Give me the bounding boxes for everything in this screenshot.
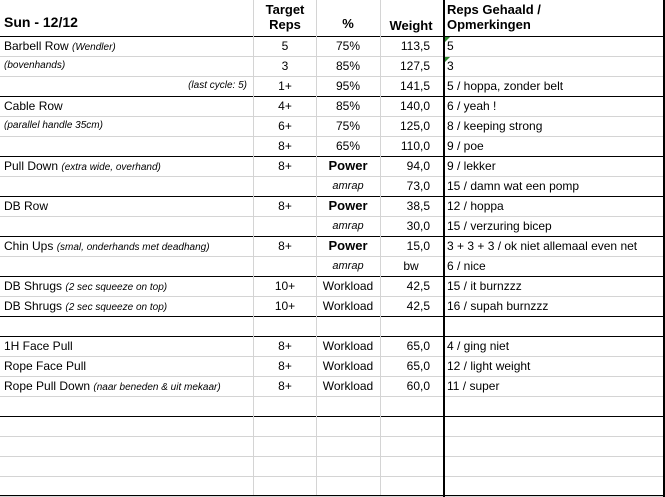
weight-cell[interactable]: 73,0 [406, 179, 430, 193]
exercise-cell[interactable] [4, 236, 210, 256]
target-reps-cell[interactable] [253, 256, 317, 276]
exercise-cell[interactable] [4, 156, 161, 176]
grid-column-line [443, 0, 445, 497]
target-reps-cell[interactable]: 5 [281, 39, 289, 53]
weight-cell[interactable]: bw [403, 259, 419, 273]
weight-cell[interactable]: 113,5 [400, 39, 430, 53]
percent-cell[interactable]: 75% [335, 119, 361, 133]
exercise-note: (extra wide, overhand) [61, 162, 161, 173]
reps-comment-cell[interactable]: 6 / nice [447, 259, 486, 273]
weight-cell[interactable]: 65,0 [406, 339, 430, 353]
reps-comment-cell[interactable]: 5 [447, 39, 454, 53]
percent-cell[interactable]: Workload [322, 299, 374, 313]
grid-row-line [0, 136, 665, 137]
percent-cell[interactable]: Workload [322, 379, 374, 393]
reps-comment-cell[interactable]: 3 + 3 + 3 / ok niet allemaal even net [447, 239, 638, 253]
target-reps-cell[interactable]: 8+ [278, 199, 292, 213]
target-reps-cell[interactable] [253, 176, 317, 196]
percent-cell[interactable]: amrap [332, 220, 364, 232]
weight-cell[interactable]: 141,5 [399, 79, 430, 93]
grid-row-line [0, 276, 665, 277]
target-reps-header-line2[interactable]: Reps [269, 17, 301, 32]
exercise-cell[interactable] [4, 36, 116, 56]
grid-column-line [316, 0, 317, 497]
reps-comment-cell[interactable]: 11 / super [447, 379, 500, 393]
percent-cell[interactable]: Power [328, 158, 368, 173]
reps-comment-cell[interactable]: 5 / hoppa, zonder belt [447, 79, 564, 93]
target-reps-cell[interactable]: 8+ [278, 139, 292, 153]
reps-comment-cell[interactable]: 15 / damn wat een pomp [447, 179, 580, 193]
exercise-note: (smal, onderhands met deadhang) [56, 242, 210, 253]
percent-cell[interactable]: Power [328, 198, 368, 213]
target-reps-cell[interactable]: 8+ [278, 159, 292, 173]
reps-comment-cell[interactable]: 15 / it burnzzz [447, 279, 522, 293]
grid-row-line [0, 376, 665, 377]
grid-column-line [380, 0, 381, 497]
target-reps-cell[interactable]: 1+ [278, 79, 292, 93]
target-reps-cell[interactable]: 8+ [278, 359, 292, 373]
percent-cell[interactable]: Workload [322, 279, 374, 293]
weight-cell[interactable]: 94,0 [406, 159, 430, 173]
weight-cell[interactable]: 38,5 [406, 199, 430, 213]
target-reps-cell[interactable]: 6+ [278, 119, 292, 133]
reps-comment-cell[interactable]: 6 / yeah ! [447, 99, 497, 113]
exercise-name: Rope Face Pull [4, 359, 87, 373]
grid-row-line [0, 356, 665, 357]
percent-cell[interactable]: Workload [322, 339, 374, 353]
percent-cell[interactable]: Power [328, 238, 368, 253]
target-reps-cell[interactable] [253, 216, 317, 236]
grid-bottom-border [0, 495, 665, 496]
exercise-cell[interactable] [4, 96, 63, 116]
reps-comment-cell[interactable]: 12 / light weight [447, 359, 531, 373]
exercise-cell[interactable] [4, 376, 221, 396]
exercise-cell[interactable] [4, 296, 167, 316]
percent-header[interactable]: % [342, 16, 354, 31]
reps-header-line1[interactable]: Reps Gehaald / [447, 2, 541, 17]
weight-cell[interactable]: 42,5 [406, 299, 430, 313]
percent-cell[interactable]: 85% [335, 99, 361, 113]
exercise-cell[interactable] [4, 276, 167, 296]
exercise-side-note: (parallel handle 35cm) [4, 120, 103, 131]
grid-row-line [0, 336, 665, 337]
grid-row-line [0, 76, 665, 77]
target-reps-cell[interactable]: 3 [281, 59, 289, 73]
weight-cell[interactable]: 65,0 [406, 359, 430, 373]
exercise-name: Chin Ups [4, 239, 57, 253]
weight-header[interactable]: Weight [389, 18, 433, 33]
percent-cell[interactable]: Workload [322, 359, 374, 373]
exercise-cell[interactable] [4, 336, 73, 356]
percent-cell[interactable]: amrap [332, 260, 364, 272]
weight-cell[interactable]: 140,0 [399, 99, 430, 113]
exercise-side-note: (bovenhands) [4, 60, 66, 71]
reps-comment-cell[interactable]: 4 / ging niet [447, 339, 510, 353]
grid-row-line [0, 456, 665, 457]
reps-comment-cell[interactable]: 8 / keeping strong [447, 119, 543, 133]
exercise-note: (naar beneden & uit mekaar) [93, 382, 221, 393]
exercise-name: 1H Face Pull [4, 339, 73, 353]
target-reps-cell[interactable]: 4+ [278, 99, 292, 113]
grid-row-line [0, 256, 665, 257]
exercise-name: DB Row [4, 199, 49, 213]
exercise-name: DB Shrugs [4, 279, 66, 293]
weight-cell[interactable]: 60,0 [406, 379, 430, 393]
percent-cell[interactable]: 75% [335, 39, 361, 53]
reps-comment-cell[interactable]: 9 / poe [447, 139, 484, 153]
grid-row-line [0, 96, 665, 97]
percent-cell[interactable]: 95% [335, 79, 361, 93]
grid-row-line [0, 36, 665, 37]
grid-row-line [0, 476, 665, 477]
exercise-name: Cable Row [4, 99, 63, 113]
exercise-note: (2 sec squeeze on top) [65, 302, 168, 313]
weight-cell[interactable]: 110,0 [400, 139, 430, 153]
grid-row-line [0, 176, 665, 177]
target-reps-header-line1[interactable]: Target [265, 2, 305, 17]
target-reps-cell[interactable] [253, 316, 317, 336]
grid-row-line [0, 396, 665, 397]
exercise-name: Pull Down [4, 159, 62, 173]
target-reps-cell[interactable]: 10+ [274, 299, 296, 313]
percent-cell[interactable] [316, 316, 380, 336]
reps-comment-cell[interactable]: 9 / lekker [447, 159, 496, 173]
grid-row-line [0, 116, 665, 117]
reps-comment-cell[interactable]: 15 / verzuring bicep [447, 219, 552, 233]
target-reps-cell[interactable]: 8+ [278, 239, 292, 253]
grid-row-line [0, 216, 665, 217]
grid-row-line [0, 296, 665, 297]
grid-row-line [0, 236, 665, 237]
percent-cell[interactable]: amrap [332, 180, 364, 192]
weight-cell[interactable]: 30,0 [406, 219, 430, 233]
percent-cell[interactable]: 85% [335, 59, 361, 73]
reps-header-line2[interactable]: Opmerkingen [447, 17, 531, 32]
reps-comment-cell[interactable]: 12 / hoppa [447, 199, 504, 213]
grid-row-line [0, 316, 665, 317]
grid-row-line [0, 56, 665, 57]
grid-row-line [0, 416, 665, 417]
weight-cell[interactable] [380, 316, 430, 336]
grid-row-line [0, 436, 665, 437]
weight-cell[interactable]: 127,5 [399, 59, 430, 73]
reps-comment-cell[interactable]: 16 / supah burnzzz [447, 299, 549, 313]
exercise-name: Rope Pull Down [4, 379, 94, 393]
reps-comment-cell[interactable]: 3 [447, 59, 454, 73]
sheet-title[interactable]: Sun - 12/12 [4, 14, 78, 30]
exercise-note: (2 sec squeeze on top) [65, 282, 168, 293]
exercise-cell[interactable] [4, 196, 48, 216]
grid-row-line [0, 156, 665, 157]
grid-column-line [253, 0, 254, 497]
target-reps-cell[interactable]: 8+ [278, 379, 292, 393]
exercise-note: (Wendler) [72, 42, 116, 53]
exercise-name: DB Shrugs [4, 299, 66, 313]
target-reps-cell[interactable]: 8+ [278, 339, 292, 353]
exercise-side-note: (last cycle: 5) [188, 80, 247, 91]
percent-cell[interactable]: 65% [335, 139, 361, 153]
exercise-name: Barbell Row [4, 39, 73, 53]
target-reps-cell[interactable]: 10+ [274, 279, 296, 293]
grid-row-line [0, 196, 665, 197]
exercise-cell[interactable] [4, 356, 86, 376]
weight-cell[interactable]: 15,0 [406, 239, 430, 253]
weight-cell[interactable]: 42,5 [406, 279, 430, 293]
weight-cell[interactable]: 125,0 [399, 119, 430, 133]
